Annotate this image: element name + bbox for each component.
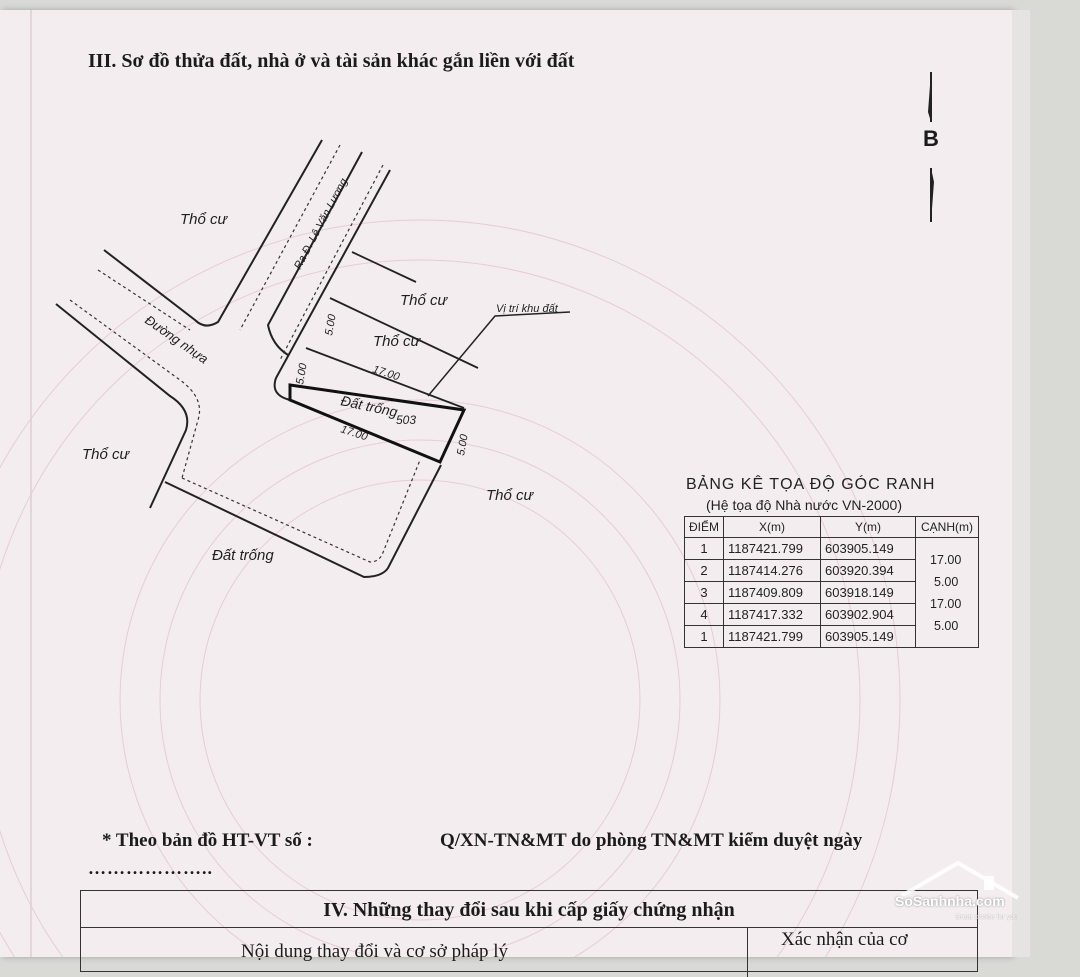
- divider: [747, 927, 748, 977]
- label-location: Vị trí khu đất: [496, 303, 558, 315]
- label-tho-cu: Thổ cư: [400, 292, 448, 309]
- cell-point: 4: [685, 604, 724, 626]
- cell-y: 603918.149: [821, 582, 916, 604]
- cell-x: 1187414.276: [724, 560, 821, 582]
- edge-value: 5.00: [934, 619, 959, 633]
- cell-point: 1: [685, 626, 724, 648]
- header-point: ĐIỂM: [685, 517, 724, 538]
- table-row: [685, 538, 979, 560]
- edge-value: 17.00: [930, 553, 962, 567]
- edge-value: 5.00: [934, 575, 959, 589]
- dimension-right: 5.00: [455, 433, 471, 457]
- coord-table-title: BẢNG KÊ TỌA ĐỘ GÓC RANH: [686, 476, 936, 493]
- header-y: Y(m): [821, 517, 916, 538]
- header-edge: CẠNH(m): [916, 517, 979, 538]
- cell-y: 603920.394: [821, 560, 916, 582]
- subject-parcel: [290, 385, 464, 462]
- label-tho-cu: Thổ cư: [180, 211, 228, 228]
- cell-y: 603905.149: [821, 538, 916, 560]
- map-reference: * Theo bản đồ HT-VT số :: [102, 830, 313, 851]
- coord-table-subtitle: (Hệ tọa độ Nhà nước VN-2000): [706, 497, 902, 513]
- watermark-brand: SoSanhnha.com: [895, 893, 1005, 909]
- header-x: X(m): [724, 517, 821, 538]
- changes-column-confirm: Xác nhận của cơ: [781, 929, 908, 950]
- coord-table: [684, 516, 979, 648]
- cell-y: 603905.149: [821, 626, 916, 648]
- changes-box: [80, 890, 978, 972]
- dimension-bottom: 17.00: [339, 423, 369, 444]
- label-road-le-van-luong: Ra Đ. Lê Văn Lương: [292, 176, 351, 272]
- map-approval: Q/XN-TN&MT do phòng TN&MT kiểm duyệt ngày: [440, 830, 863, 851]
- label-road-duong-nhua: Đường nhựa: [142, 312, 212, 367]
- cell-edges: [916, 538, 979, 648]
- cell-point: 3: [685, 582, 724, 604]
- cell-x: 1187417.332: [724, 604, 821, 626]
- label-tho-cu: Thổ cư: [486, 487, 534, 504]
- cell-point: 2: [685, 560, 724, 582]
- label-parcel: Đất trống: [339, 392, 400, 420]
- dimension-top: 17.00: [371, 363, 401, 384]
- north-letter: B: [923, 126, 939, 151]
- reference-dots: ………………..: [88, 858, 213, 878]
- cell-x: 1187409.809: [724, 582, 821, 604]
- watermark-tagline: Great choice for you: [955, 914, 1019, 921]
- cell-point: 1: [685, 538, 724, 560]
- changes-column-content: Nội dung thay đổi và cơ sở pháp lý: [241, 941, 509, 962]
- divider: [81, 927, 977, 928]
- edge-value: 17.00: [930, 597, 962, 611]
- changes-title: IV. Những thay đổi sau khi cấp giấy chứng nhận: [323, 899, 735, 921]
- dimension-upper: 5.00: [323, 313, 339, 337]
- dimension-left: 5.00: [294, 362, 310, 386]
- cell-x: 1187421.799: [724, 538, 821, 560]
- label-parcel-number: 503: [396, 413, 417, 427]
- section-title: III. Sơ đồ thửa đất, nhà ở và tài sản khác gắn liền với đất: [88, 50, 575, 72]
- label-tho-cu: Thổ cư: [373, 333, 421, 350]
- road-le-van-luong: [104, 140, 390, 400]
- cell-x: 1187421.799: [724, 626, 821, 648]
- label-tho-cu: Thổ cư: [82, 446, 130, 463]
- cell-y: 603902.904: [821, 604, 916, 626]
- label-empty-land: Đất trống: [212, 547, 274, 564]
